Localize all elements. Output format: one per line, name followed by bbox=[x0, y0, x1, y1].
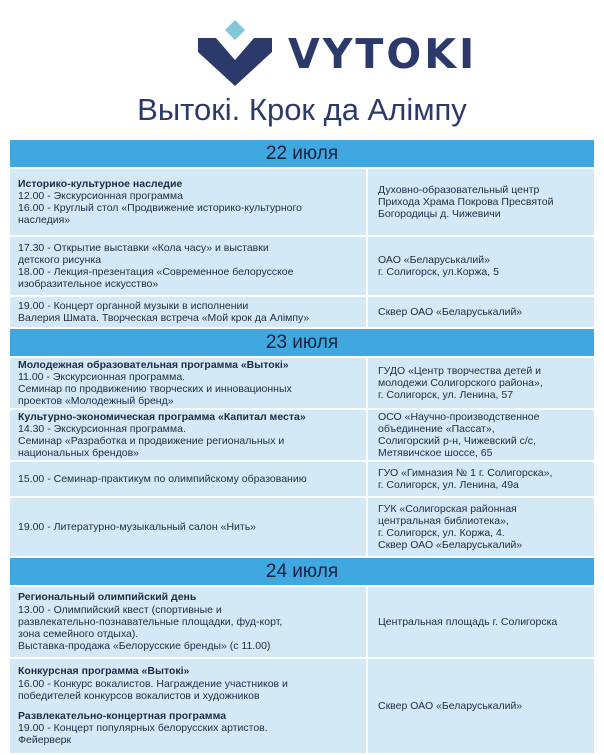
event-row bbox=[10, 169, 594, 237]
event-line: Семинар «Разработка и продвижение региональных и bbox=[18, 435, 285, 447]
event-line: 19.00 - Литературно-музыкальный салон «Нить» bbox=[18, 520, 257, 533]
event-line: 19.00 - Концерт органной музыки в исполнении bbox=[18, 299, 249, 312]
event-location bbox=[368, 358, 594, 408]
day-header: 24 июля bbox=[10, 558, 594, 587]
event-description bbox=[10, 169, 368, 235]
page-header bbox=[0, 0, 604, 140]
event-line: 18.00 - Лекция-презентация «Современное белорусское bbox=[18, 266, 294, 278]
event-line: зона семейного отдыха). bbox=[18, 628, 139, 641]
event-line: ОСО «Научно-производственное bbox=[378, 410, 540, 423]
program-title: Развлекательно-концертная программа bbox=[18, 710, 227, 722]
program-title: Региональный олимпийский день bbox=[18, 591, 197, 604]
event-line: г. Солигорск, ул. Ленина, 49а bbox=[378, 479, 519, 491]
event-line: ОАО «Беларуськалий» bbox=[378, 253, 490, 266]
event-line: г. Солигорск, ул.Коржа, 5 bbox=[378, 266, 499, 278]
event-line: ГУДО «Центр творчества детей и bbox=[378, 364, 541, 377]
event-description bbox=[10, 358, 368, 408]
event-row bbox=[10, 358, 594, 410]
event-line: наследия» bbox=[18, 214, 71, 227]
event-line: 12.00 - Экскурсионная программа bbox=[18, 189, 183, 202]
event-row bbox=[10, 410, 594, 462]
event-line: победителей конкурсов вокалистов и художников bbox=[18, 689, 260, 702]
event-line: Духовно-образовательный центр bbox=[378, 183, 540, 196]
event-line: Сквер ОАО «Беларуськалий» bbox=[378, 699, 523, 712]
event-line: Центральная площадь г. Солигорска bbox=[378, 615, 558, 628]
event-description bbox=[10, 297, 368, 327]
event-location bbox=[368, 297, 594, 327]
event-line: ГУО «Гимназия № 1 г. Солигорска», bbox=[378, 466, 553, 479]
event-row bbox=[10, 659, 594, 755]
event-description bbox=[10, 659, 368, 753]
event-line: проектов «Молодежный бренд» bbox=[18, 395, 174, 408]
event-line: 11.00 - Экскурсионная программа. bbox=[18, 370, 186, 383]
event-line: Фейерверк bbox=[18, 734, 72, 747]
event-location bbox=[368, 237, 594, 295]
event-line: Метявичское шоссе, 65 bbox=[378, 447, 493, 460]
event-line: ГУК «Солигорская районная bbox=[378, 502, 517, 515]
program-title: Конкурсная программа «Вытокі» bbox=[18, 665, 190, 678]
event-line: 17.30 - Открытие выставки «Кола часу» и выставки bbox=[18, 241, 269, 254]
day-header: 23 июля bbox=[10, 329, 594, 358]
event-line: национальных брендов» bbox=[18, 447, 139, 460]
spacer bbox=[18, 702, 360, 710]
event-location bbox=[368, 659, 594, 753]
event-line: 14.30 - Экскурсионная программа. bbox=[18, 422, 186, 435]
event-line: Солигорский р-н, Чижевский с/с, bbox=[378, 435, 536, 447]
event-location bbox=[368, 410, 594, 460]
event-line: Сквер ОАО «Беларуськалий» bbox=[378, 539, 523, 552]
event-line: центральная библиотека», bbox=[378, 514, 509, 527]
event-line: Валерия Шмата. Творческая встреча «Мой крок да Алімпу» bbox=[18, 312, 310, 324]
program-title: Культурно-экономическая программа «Капитал места» bbox=[18, 410, 306, 423]
program-title: Молодежная образовательная программа «Вытокі» bbox=[18, 358, 289, 371]
event-line: Богородицы д. Чижевичи bbox=[378, 208, 501, 221]
event-line: 16.00 - Круглый стол «Продвижение историко-культурного bbox=[18, 202, 302, 214]
event-line: изобразительное искусство» bbox=[18, 278, 159, 291]
event-line: 19.00 - Концерт популярных белорусских артистов. bbox=[18, 722, 268, 735]
event-line: молодежи Солигорского района», bbox=[378, 376, 543, 389]
event-description bbox=[10, 587, 368, 657]
event-description bbox=[10, 237, 368, 295]
event-location bbox=[368, 498, 594, 556]
event-row bbox=[10, 498, 594, 558]
event-line: Семинар по продвижению творческих и инновационных bbox=[18, 383, 292, 395]
event-line: детского рисунка bbox=[18, 253, 102, 266]
event-line: Выставка-продажа «Белорусские бренды» (с 11.00) bbox=[18, 640, 271, 653]
event-line: 15.00 - Семинар-практикум по олимпийскому образованию bbox=[18, 472, 307, 485]
event-line: развлекательно-познавательные площадки, фуд-корт, bbox=[18, 615, 283, 628]
page-title: Вытокі. Крок да Алімпу bbox=[137, 92, 467, 127]
brand-name: VYTOKI bbox=[288, 30, 478, 78]
event-row bbox=[10, 297, 594, 329]
event-location bbox=[368, 462, 594, 496]
schedule-table bbox=[10, 140, 594, 755]
event-row bbox=[10, 587, 594, 659]
event-line: 13.00 - Олимпийский квест (спортивные и bbox=[18, 603, 222, 616]
event-line: 16.00 - Конкурс вокалистов. Награждение участников и bbox=[18, 677, 288, 690]
day-header: 22 июля bbox=[10, 140, 594, 169]
event-line: Сквер ОАО «Беларуськалий» bbox=[378, 305, 523, 318]
program-title: Историко-культурное наследие bbox=[18, 177, 183, 190]
event-row bbox=[10, 462, 594, 498]
event-line: Прихода Храма Покрова Пресвятой bbox=[378, 195, 554, 208]
event-line: объединение «Пассат», bbox=[378, 422, 495, 435]
event-location bbox=[368, 587, 594, 657]
event-location bbox=[368, 169, 594, 235]
event-row bbox=[10, 237, 594, 297]
event-description bbox=[10, 410, 368, 460]
event-description bbox=[10, 462, 368, 496]
event-line: г. Солигорск, ул. Ленина, 57 bbox=[378, 389, 514, 402]
vytoki-logo-icon bbox=[196, 18, 274, 88]
event-description bbox=[10, 498, 368, 556]
event-line: г. Солигорск, ул. Коржа, 4. bbox=[378, 527, 505, 539]
